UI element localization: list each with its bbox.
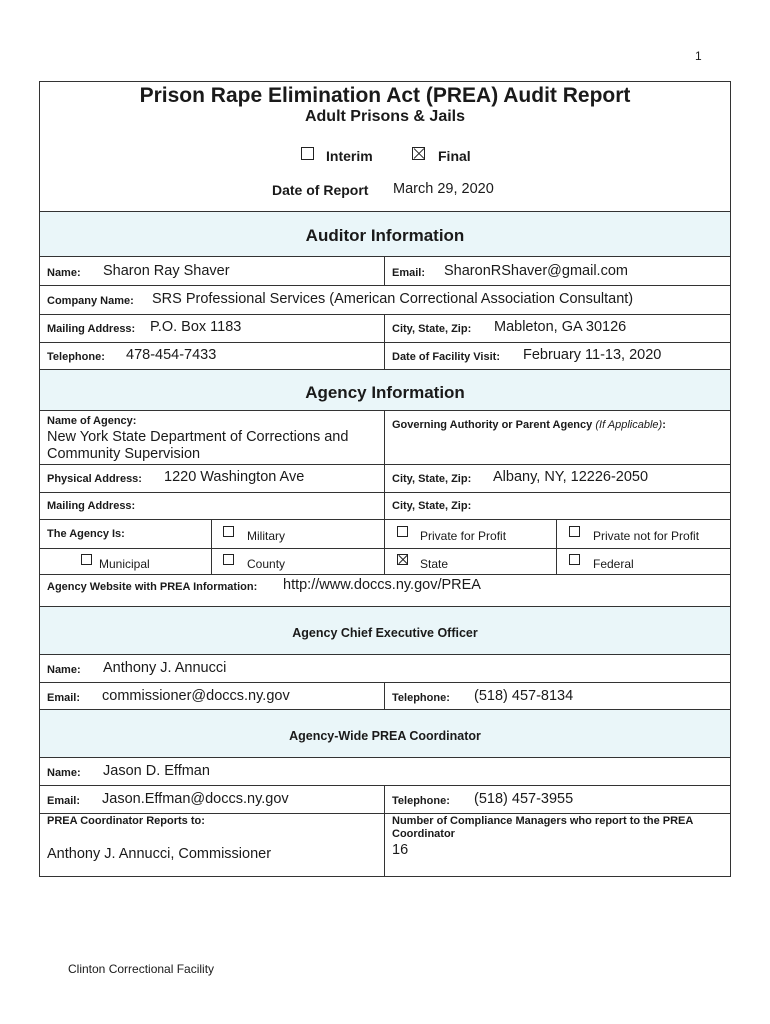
state-checkbox[interactable] (397, 554, 408, 565)
auditor-phone: 478-454-7433 (126, 347, 217, 363)
coordinator-name-label: Name: (47, 767, 81, 779)
military-label: Military (247, 529, 285, 543)
agency-name-label: Name of Agency: (47, 415, 137, 427)
ceo-email: commissioner@doccs.ny.gov (102, 688, 290, 704)
municipal-checkbox[interactable] (81, 554, 92, 565)
coordinator-section-title: Agency-Wide PREA Coordinator (289, 729, 481, 743)
date-of-report-value: March 29, 2020 (393, 181, 494, 197)
auditor-phone-label: Telephone: (47, 351, 105, 363)
auditor-name-label: Name: (47, 267, 81, 279)
footer-facility-name: Clinton Correctional Facility (68, 962, 215, 976)
coordinator-phone-label: Telephone: (392, 795, 450, 807)
auditor-csz-label: City, State, Zip: (392, 323, 472, 335)
auditor-section-title: Auditor Information (305, 226, 465, 245)
agency-mailing-csz-label: City, State, Zip: (392, 500, 472, 512)
agency-mailing-label: Mailing Address: (47, 500, 136, 512)
coordinator-name: Jason D. Effman (103, 763, 210, 779)
report-subtitle: Adult Prisons & Jails (304, 108, 466, 125)
state-label: State (420, 557, 449, 571)
physical-address: 1220 Washington Ave (164, 469, 305, 485)
date-of-report-label: Date of Report (272, 182, 369, 198)
company-name: SRS Professional Services (American Correctional Association Consultant) (152, 291, 634, 307)
auditor-mailing: P.O. Box 1183 (150, 319, 242, 335)
private-profit-checkbox[interactable] (397, 526, 408, 537)
audit-report-form (39, 81, 731, 877)
auditor-email-label: Email: (392, 267, 426, 279)
reports-to: Anthony J. Annucci, Commissioner (47, 846, 272, 862)
municipal-label: Municipal (99, 557, 150, 571)
agency-csz-label: City, State, Zip: (392, 473, 472, 485)
final-label: Final (438, 148, 471, 164)
coordinator-email-label: Email: (47, 795, 81, 807)
auditor-csz: Mableton, GA 30126 (494, 319, 627, 335)
compliance-managers-count: 16 (392, 842, 409, 858)
agency-name: New York State Department of Corrections and Community Supervision (47, 429, 349, 462)
ceo-name-label: Name: (47, 664, 81, 676)
website-label: Agency Website with PREA Information: (47, 581, 258, 593)
agency-is-label: The Agency Is: (47, 528, 125, 540)
private-nonprofit-label: Private not for Profit (593, 529, 700, 543)
auditor-name: Sharon Ray Shaver (103, 263, 230, 279)
agency-csz: Albany, NY, 12226-2050 (493, 469, 649, 485)
military-checkbox[interactable] (223, 526, 234, 537)
visit-date-label: Date of Facility Visit: (392, 351, 500, 363)
ceo-phone: (518) 457-8134 (474, 688, 574, 704)
interim-label: Interim (326, 148, 373, 164)
county-checkbox[interactable] (223, 554, 234, 565)
private-profit-label: Private for Profit (420, 529, 507, 543)
federal-label: Federal (593, 557, 634, 571)
governing-authority-label: Governing Authority or Parent Agency (If Applicable): (392, 419, 666, 431)
ceo-email-label: Email: (47, 692, 81, 704)
company-label: Company Name: (47, 295, 134, 307)
auditor-email: SharonRShaver@gmail.com (444, 263, 628, 279)
ceo-section-title: Agency Chief Executive Officer (292, 626, 478, 640)
report-title: Prison Rape Elimination Act (PREA) Audit Report (139, 84, 631, 107)
agency-website[interactable]: http://www.doccs.ny.gov/PREA (283, 577, 481, 593)
private-nonprofit-checkbox[interactable] (569, 526, 580, 537)
agency-section-title: Agency Information (305, 383, 465, 402)
physical-address-label: Physical Address: (47, 473, 142, 485)
auditor-mailing-label: Mailing Address: (47, 323, 136, 335)
ceo-name: Anthony J. Annucci (103, 660, 227, 676)
county-label: County (247, 557, 286, 571)
page-number: 1 (695, 49, 702, 63)
compliance-managers-label: Number of Compliance Managers who report to the PREA Coordinator (392, 815, 693, 840)
coordinator-phone: (518) 457-3955 (474, 791, 574, 807)
interim-checkbox[interactable] (301, 147, 314, 160)
coordinator-email: Jason.Effman@doccs.ny.gov (102, 791, 289, 807)
reports-to-label: PREA Coordinator Reports to: (47, 815, 205, 827)
federal-checkbox[interactable] (569, 554, 580, 565)
ceo-phone-label: Telephone: (392, 692, 450, 704)
final-checkbox[interactable] (412, 147, 425, 160)
visit-date: February 11-13, 2020 (523, 347, 662, 363)
